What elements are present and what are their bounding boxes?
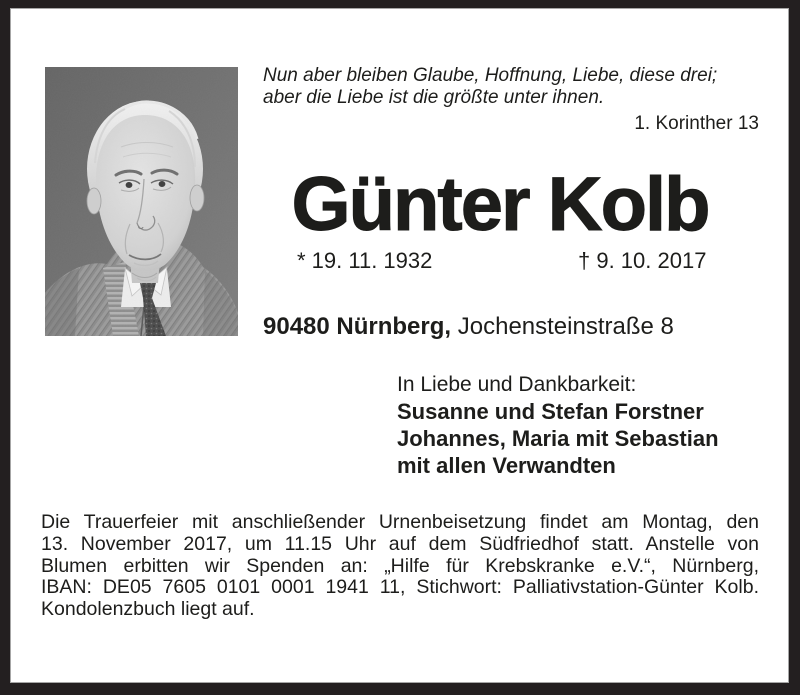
quote-block	[263, 65, 759, 135]
family-block	[397, 371, 719, 479]
notice-paper	[10, 8, 789, 683]
address-line	[263, 315, 674, 339]
family-line: mit allen Verwandten	[397, 453, 616, 478]
announcement-line: 13. November 2017, um 11.15 Uhr auf dem Südfriedhof statt. Anstelle von	[41, 532, 759, 555]
announcement-line: Kondolenzbuch liegt auf.	[41, 598, 255, 621]
family-line: Susanne und Stefan Forstner	[397, 399, 704, 424]
announcement-line: IBAN: DE05 7605 0101 0001 1941 11, Stichwort: Palliativstation-Günter Kolb.	[41, 576, 759, 599]
announcement-line: Die Trauerfeier mit anschließender Urnenbeisetzung findet am Montag, den	[41, 511, 759, 533]
address-street: Jochensteinstraße 8	[457, 313, 674, 340]
family-intro: In Liebe und Dankbarkeit:	[397, 373, 637, 396]
birth-date: * 19. 11. 1932	[297, 248, 433, 273]
quote-line-2: aber die Liebe ist die größte unter ihnen.	[263, 87, 605, 108]
deceased-name: Günter Kolb	[291, 162, 709, 247]
portrait-photo	[45, 67, 238, 336]
quote-line-1: Nun aber bleiben Glaube, Hoffnung, Liebe, diese drei;	[263, 65, 718, 86]
announcement-line: Blumen erbitten wir Spenden an: „Hilfe für Krebskranke e.V.“, Nürnberg,	[41, 554, 759, 577]
family-line: Johannes, Maria mit Sebastian	[397, 426, 719, 451]
portrait-photo-image	[45, 67, 238, 336]
announcement-paragraph	[41, 512, 759, 621]
address-city: 90480 Nürnberg,	[263, 313, 452, 340]
quote-attribution: 1. Korinther 13	[634, 113, 759, 134]
death-date: † 9. 10. 2017	[578, 248, 707, 273]
